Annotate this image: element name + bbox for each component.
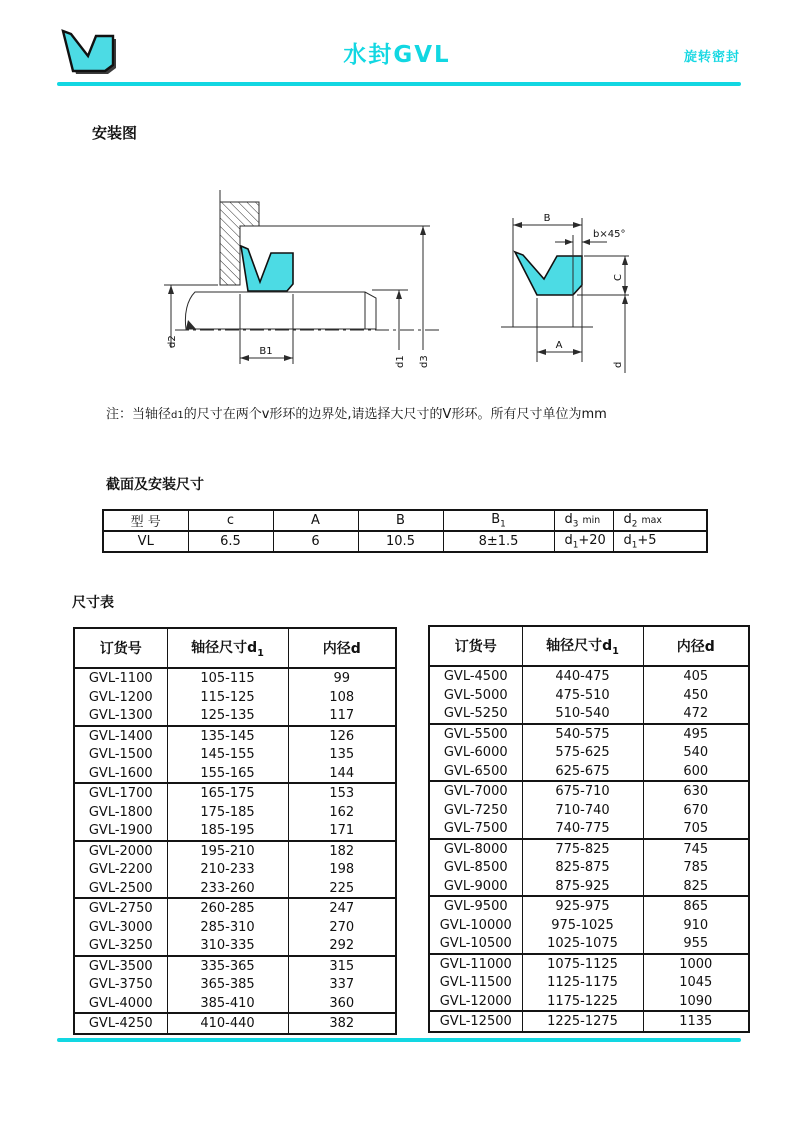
table-cell: 630 <box>643 781 749 801</box>
column-header: c <box>188 510 273 531</box>
table-cell: 260-285 <box>167 898 288 918</box>
table-row <box>429 934 749 954</box>
table-cell: 175-185 <box>167 803 288 822</box>
table-cell: 675-710 <box>522 781 643 801</box>
chamfer-label: b×45° <box>593 229 626 240</box>
table-cell: 1075-1125 <box>522 954 643 974</box>
table-row <box>429 686 749 705</box>
table-cell: 195-210 <box>167 841 288 861</box>
column-header: B <box>358 510 443 531</box>
table-row <box>74 726 396 746</box>
table-cell: 825-875 <box>522 858 643 877</box>
table-row <box>74 994 396 1014</box>
table-row <box>429 801 749 820</box>
table-cell: GVL-12500 <box>429 1011 522 1032</box>
table-cell: GVL-1700 <box>74 783 167 803</box>
table-cell: 475-510 <box>522 686 643 705</box>
table-cell: GVL-5500 <box>429 724 522 744</box>
table-cell: 225 <box>288 879 396 899</box>
a-label: A <box>555 340 563 351</box>
dims-heading: 尺寸表 <box>72 595 114 611</box>
table-cell: 135 <box>288 745 396 764</box>
table-cell: GVL-4500 <box>429 666 522 686</box>
header-right-label: 旋转密封 <box>683 50 740 65</box>
table-cell: GVL-3500 <box>74 956 167 976</box>
table-cell: 1090 <box>643 992 749 1012</box>
table-cell: GVL-4000 <box>74 994 167 1014</box>
install-note <box>106 403 607 422</box>
table-cell: VL <box>103 531 188 552</box>
table-row <box>429 819 749 839</box>
table-cell: 1225-1275 <box>522 1011 643 1032</box>
table-cell: GVL-8000 <box>429 839 522 859</box>
table-cell: 108 <box>288 688 396 707</box>
v-seal-profile <box>515 252 582 295</box>
table <box>102 509 708 553</box>
table-cell: 335-365 <box>167 956 288 976</box>
table-cell: GVL-7500 <box>429 819 522 839</box>
table-cell: 125-135 <box>167 706 288 726</box>
table-cell: 145-155 <box>167 745 288 764</box>
d1-arrow <box>396 290 402 299</box>
table-cell: GVL-1500 <box>74 745 167 764</box>
table-cell: 210-233 <box>167 860 288 879</box>
table-row <box>74 764 396 784</box>
note-prefix: 注：当轴径 <box>106 407 172 422</box>
table-row <box>74 821 396 841</box>
table-cell: 510-540 <box>522 704 643 724</box>
table-cell: 126 <box>288 726 396 746</box>
table-cell: 925-975 <box>522 896 643 916</box>
table-cell: GVL-1600 <box>74 764 167 784</box>
table-cell: 1135 <box>643 1011 749 1032</box>
chamfer-arrow-left <box>565 239 573 245</box>
note-d1-symbol: d1 <box>171 410 184 421</box>
table-cell: 705 <box>643 819 749 839</box>
table-cell: 10.5 <box>358 531 443 552</box>
table-row <box>74 706 396 726</box>
table-cell: 382 <box>288 1013 396 1034</box>
column-header: $d_3$ min <box>554 510 613 531</box>
table-cell: 785 <box>643 858 749 877</box>
table-row <box>74 841 396 861</box>
table-cell: 710-740 <box>522 801 643 820</box>
table-cell: 405 <box>643 666 749 686</box>
v-seal-shape <box>241 246 293 291</box>
a-arrow-right <box>573 349 582 355</box>
b1-arrow-left <box>240 355 249 361</box>
table-row <box>429 781 749 801</box>
table-cell: $d_1+5$ <box>613 531 707 552</box>
table-cell: 153 <box>288 783 396 803</box>
table-cell: 270 <box>288 918 396 937</box>
table-cell: 955 <box>643 934 749 954</box>
table-row <box>429 973 749 992</box>
table-cell: 99 <box>288 668 396 688</box>
table-row <box>74 918 396 937</box>
table-cell: 360 <box>288 994 396 1014</box>
table-cell: 8±1.5 <box>443 531 554 552</box>
footer-rule <box>57 1038 741 1042</box>
a-arrow-left <box>537 349 546 355</box>
column-header: 型 号 <box>103 510 188 531</box>
table-cell: GVL-10500 <box>429 934 522 954</box>
table-cell: 385-410 <box>167 994 288 1014</box>
table-cell: 440-475 <box>522 666 643 686</box>
column-header: A <box>273 510 358 531</box>
table-cell: 670 <box>643 801 749 820</box>
table-row <box>103 531 707 552</box>
table-cell: GVL-11500 <box>429 973 522 992</box>
table-cell: 315 <box>288 956 396 976</box>
table-cell: 775-825 <box>522 839 643 859</box>
table-cell: GVL-3250 <box>74 936 167 956</box>
table-cell: 472 <box>643 704 749 724</box>
column-header: $d_2$ max <box>613 510 707 531</box>
table-row <box>429 916 749 935</box>
table-cell: GVL-1300 <box>74 706 167 726</box>
d3-label: d3 <box>419 355 430 368</box>
table-cell: GVL-2500 <box>74 879 167 899</box>
table-cell: GVL-4250 <box>74 1013 167 1034</box>
d3-arrow <box>420 226 426 235</box>
table-cell: 825 <box>643 877 749 897</box>
table-cell: GVL-2200 <box>74 860 167 879</box>
table-cell: 875-925 <box>522 877 643 897</box>
table-cell: 185-195 <box>167 821 288 841</box>
d-arrow <box>622 295 628 304</box>
table-cell: 865 <box>643 896 749 916</box>
table-cell: GVL-5000 <box>429 686 522 705</box>
table-row <box>74 975 396 994</box>
table-row <box>74 745 396 764</box>
column-header: $B_1$ <box>443 510 554 531</box>
column-header: 订货号 <box>429 626 522 666</box>
table-cell: 600 <box>643 762 749 782</box>
table-row <box>74 898 396 918</box>
table-row <box>429 839 749 859</box>
b-label: B <box>543 213 551 224</box>
column-header: 订货号 <box>74 628 167 668</box>
table-cell: 155-165 <box>167 764 288 784</box>
table-cell: GVL-1400 <box>74 726 167 746</box>
table-cell: 6 <box>273 531 358 552</box>
shaft-outline <box>185 292 376 329</box>
table-row <box>429 724 749 744</box>
table-row <box>429 743 749 762</box>
table-cell: 182 <box>288 841 396 861</box>
table-cell: GVL-1900 <box>74 821 167 841</box>
table-cell: 105-115 <box>167 668 288 688</box>
dimension-table-left <box>73 627 395 1035</box>
table-cell: 115-125 <box>167 688 288 707</box>
table-cell: GVL-12000 <box>429 992 522 1012</box>
table-cell: 233-260 <box>167 879 288 899</box>
table-cell: GVL-6000 <box>429 743 522 762</box>
table-row <box>74 860 396 879</box>
table-cell: GVL-5250 <box>429 704 522 724</box>
table-cell: 575-625 <box>522 743 643 762</box>
install-heading: 安装图 <box>92 124 138 142</box>
b1-arrow-right <box>284 355 293 361</box>
table-cell: GVL-2000 <box>74 841 167 861</box>
dimension-table-right <box>428 625 748 1033</box>
table-cell: GVL-7250 <box>429 801 522 820</box>
table-cell: $d_1+20$ <box>554 531 613 552</box>
table-cell: GVL-1100 <box>74 668 167 688</box>
table-cell: GVL-3750 <box>74 975 167 994</box>
column-header: 轴径尺寸$d_1$ <box>167 628 288 668</box>
table-row <box>429 762 749 782</box>
table-cell: 337 <box>288 975 396 994</box>
header-rule <box>57 82 741 86</box>
table-row <box>74 783 396 803</box>
table-cell: 1125-1175 <box>522 973 643 992</box>
c-arrow-bottom <box>622 286 628 295</box>
table-cell: GVL-8500 <box>429 858 522 877</box>
table-cell: 162 <box>288 803 396 822</box>
table-cell: GVL-7000 <box>429 781 522 801</box>
table-cell: 540 <box>643 743 749 762</box>
table-cell: 144 <box>288 764 396 784</box>
chamfer-arrow-right <box>582 239 590 245</box>
spec-table <box>102 509 708 553</box>
table-row <box>429 704 749 724</box>
b-arrow-left <box>513 222 522 228</box>
table-cell: 1175-1225 <box>522 992 643 1012</box>
column-header: 内径d <box>288 628 396 668</box>
table-cell: GVL-11000 <box>429 954 522 974</box>
table-cell: 1045 <box>643 973 749 992</box>
d-label: d <box>613 361 624 368</box>
note-suffix: 的尺寸在两个v形环的边界处,请选择大尺寸的V形环。所有尺寸单位为mm <box>183 407 607 422</box>
table-row <box>429 858 749 877</box>
table-row <box>429 954 749 974</box>
d2-arrow <box>168 285 174 294</box>
table <box>73 627 397 1035</box>
table-row <box>429 666 749 686</box>
table-row <box>429 1011 749 1032</box>
table-cell: 365-385 <box>167 975 288 994</box>
table-cell: GVL-6500 <box>429 762 522 782</box>
table <box>428 625 750 1033</box>
table-cell: 450 <box>643 686 749 705</box>
d2-label: d2 <box>167 335 178 348</box>
table-cell: GVL-3000 <box>74 918 167 937</box>
table-cell: 6.5 <box>188 531 273 552</box>
table-cell: 625-675 <box>522 762 643 782</box>
table-cell: GVL-1800 <box>74 803 167 822</box>
table-cell: 285-310 <box>167 918 288 937</box>
table-cell: GVL-9000 <box>429 877 522 897</box>
table-cell: 540-575 <box>522 724 643 744</box>
c-arrow-top <box>622 256 628 265</box>
c-label: C <box>613 274 624 281</box>
table-cell: 171 <box>288 821 396 841</box>
table-cell: GVL-9500 <box>429 896 522 916</box>
install-diagram-left <box>150 182 450 382</box>
table-cell: 247 <box>288 898 396 918</box>
table-row <box>74 803 396 822</box>
table-cell: 135-145 <box>167 726 288 746</box>
page-title: 水封GVL <box>343 42 451 68</box>
column-header: 内径d <box>643 626 749 666</box>
table-cell: 495 <box>643 724 749 744</box>
table-cell: GVL-1200 <box>74 688 167 707</box>
table-row <box>429 896 749 916</box>
spec-heading: 截面及安装尺寸 <box>106 477 204 493</box>
table-cell: 165-175 <box>167 783 288 803</box>
table-row <box>74 956 396 976</box>
shaft-end-mark <box>186 320 196 329</box>
table-row <box>74 668 396 688</box>
d1-label: d1 <box>395 355 406 368</box>
table-cell: 1025-1075 <box>522 934 643 954</box>
table-cell: 292 <box>288 936 396 956</box>
table-cell: GVL-2750 <box>74 898 167 918</box>
table-row <box>74 1013 396 1034</box>
table-cell: 740-775 <box>522 819 643 839</box>
table-cell: 975-1025 <box>522 916 643 935</box>
table-cell: 410-440 <box>167 1013 288 1034</box>
table-cell: 310-335 <box>167 936 288 956</box>
table-cell: 745 <box>643 839 749 859</box>
table-cell: 117 <box>288 706 396 726</box>
table-row <box>429 992 749 1012</box>
table-cell: GVL-10000 <box>429 916 522 935</box>
table-row <box>74 688 396 707</box>
b-arrow-right <box>573 222 582 228</box>
table-cell: 198 <box>288 860 396 879</box>
table-row <box>429 877 749 897</box>
table-row <box>74 879 396 899</box>
b1-label: B1 <box>259 346 273 357</box>
install-diagram-right <box>485 190 660 385</box>
column-header: 轴径尺寸$d_1$ <box>522 626 643 666</box>
table-cell: 1000 <box>643 954 749 974</box>
table-cell: 910 <box>643 916 749 935</box>
table-row <box>74 936 396 956</box>
